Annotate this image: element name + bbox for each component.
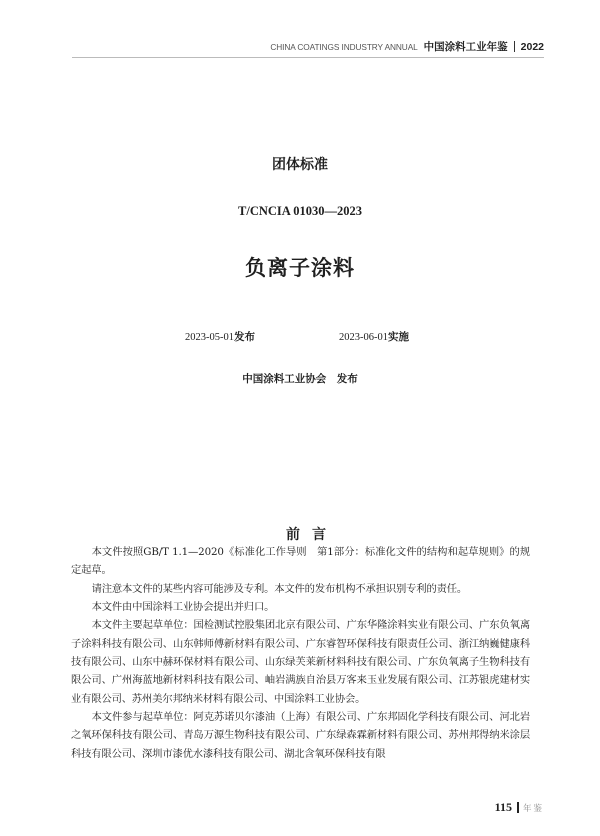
release-date: 2023-05-01: [185, 332, 234, 343]
implement-label: 实施: [388, 331, 409, 343]
foreword-body: [71, 543, 530, 763]
page-footer: [495, 800, 544, 815]
foreword-paragraph: 本文件按照GB/T 1.1—2020《标准化工作导则 第1部分：标准化文件的结构和起草规则》的规定起草。: [71, 546, 530, 577]
standard-title: 负离子涂料: [245, 256, 355, 280]
header-rule: [72, 57, 544, 58]
implement-date: 2023-06-01: [339, 332, 388, 343]
footer-label: 年鉴: [522, 803, 544, 814]
header-year: 2022: [520, 40, 544, 53]
running-header: [270, 39, 544, 54]
footer-divider: [517, 802, 519, 813]
publisher-line: 中国涂料工业协会 发布: [242, 373, 358, 385]
foreword-paragraph: 请注意本文件的某些内容可能涉及专利。本文件的发布机构不承担识别专利的责任。: [91, 582, 468, 595]
header-english-title: CHINA COATINGS INDUSTRY ANNUAL: [270, 41, 418, 52]
foreword-heading: 前言: [286, 527, 338, 543]
release-date-line: [185, 329, 255, 344]
standard-code: T/CNCIA 01030—2023: [238, 204, 362, 218]
release-label: 发布: [234, 331, 255, 343]
foreword-paragraph: 本文件主要起草单位：国检测试控股集团北京有限公司、广东华隆涂料实业有限公司、广东负氧离子涂料科技有限公司、山东韩师傅新材料有限公司、广东睿智环保科技有限责任公司、浙江纳巍健康科技有限公司、山东中赫环保材料有限公司、山东绿芙莱新材料科技有限公司、广东负氧离子生物科技有限公司、广州海蓝地新材料科技有限公司、岫岩满族自治县万客来玉业发展有限公司、江苏银虎建材实业有限公司、苏州美尔邦纳米材料有限公司、中国涂料工业协会。: [71, 619, 530, 705]
implement-date-line: [339, 329, 409, 344]
page-number: 115: [494, 800, 512, 814]
header-chinese-title: 中国涂料工业年鉴: [423, 41, 508, 53]
foreword-paragraph: 本文件参与起草单位：阿克苏诺贝尔漆油（上海）有限公司、广东邦固化学科技有限公司、河北岩之氧环保科技有限公司、青岛万源生物科技有限公司、广东绿森霖新材料有限公司、苏州邦得纳米涂层科技有限公司、深圳市漆优水漆科技有限公司、湖北含氧环保科技有限: [71, 711, 530, 760]
foreword-paragraph: 本文件由中国涂料工业协会提出并归口。: [91, 601, 275, 614]
standard-category: 团体标准: [272, 157, 328, 173]
header-divider: [514, 41, 515, 52]
